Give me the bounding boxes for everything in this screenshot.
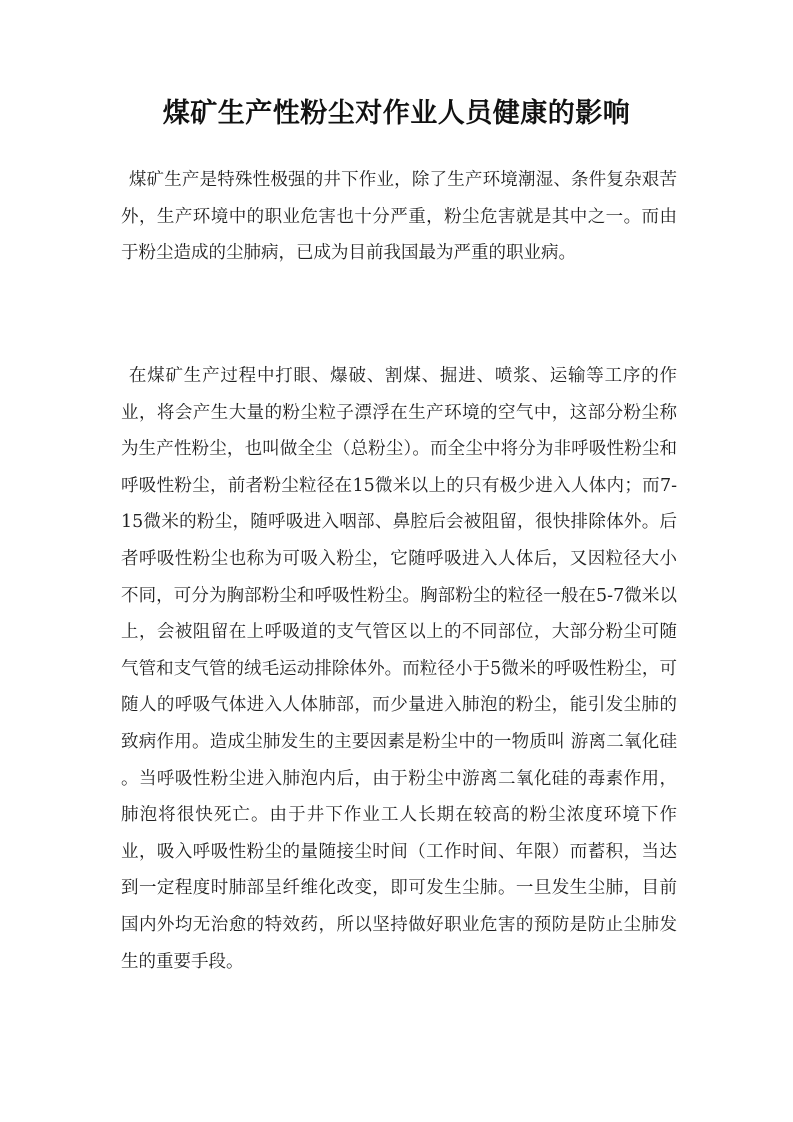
paragraph-dust-explanation: 在煤矿生产过程中打眼、爆破、割煤、掘进、喷浆、运输等工序的作业，将会产生大量的粉尘粒子漂浮在生产环境的空气中，这部分粉尘称为生产性粉尘，也叫做全尘（总粉尘）。而全尘中将分为非呼吸性粉尘和呼吸性粉尘，前者粉尘粒径在15微米以上的只有极少进入人体内；而7-15微米的粉尘，随呼吸进入咽部、鼻腔后会被阻留，很快排除体外。后者呼吸性粉尘也称为可吸入粉尘，它随呼吸进入人体后，又因粒径大小不同，可分为胸部粉尘和呼吸性粉尘。胸部粉尘的粒径一般在5-7微米以上，会被阻留在上呼吸道的支气管区以上的不同部位，大部分粉尘可随气管和支气管的绒毛运动排除体外。而粒径小于5微米的呼吸性粉尘，可随人的呼吸气体进入人体肺部，而少量进入肺泡的粉尘，能引发尘肺的致病作用。造成尘肺发生的主要因素是粉尘中的一物质叫 游离二氧化硅 。当呼吸性粉尘进入肺泡内后，由于粉尘中游离二氧化硅的毒素作用，肺泡将很快死亡。由于井下作业工人长期在较高的粉尘浓度环境下作业，吸入呼吸性粉尘的量随接尘时间（工作时间、年限）而蓄积，当达到一定程度时肺部呈纤维化改变，即可发生尘肺。一旦发生尘肺，目前国内外均无治愈的特效药，所以坚持做好职业危害的预防是防止尘肺发生的重要手段。 bbox=[121, 366, 677, 972]
document-title: 煤矿生产性粉尘对作业人员健康的影响 bbox=[162, 98, 631, 129]
paragraph-intro: 煤矿生产是特殊性极强的井下作业，除了生产环境潮湿、条件复杂艰苦外，生产环境中的职业危害也十分严重，粉尘危害就是其中之一。而由于粉尘造成的尘肺病，已成为目前我国最为严重的职业病。 bbox=[121, 170, 677, 264]
